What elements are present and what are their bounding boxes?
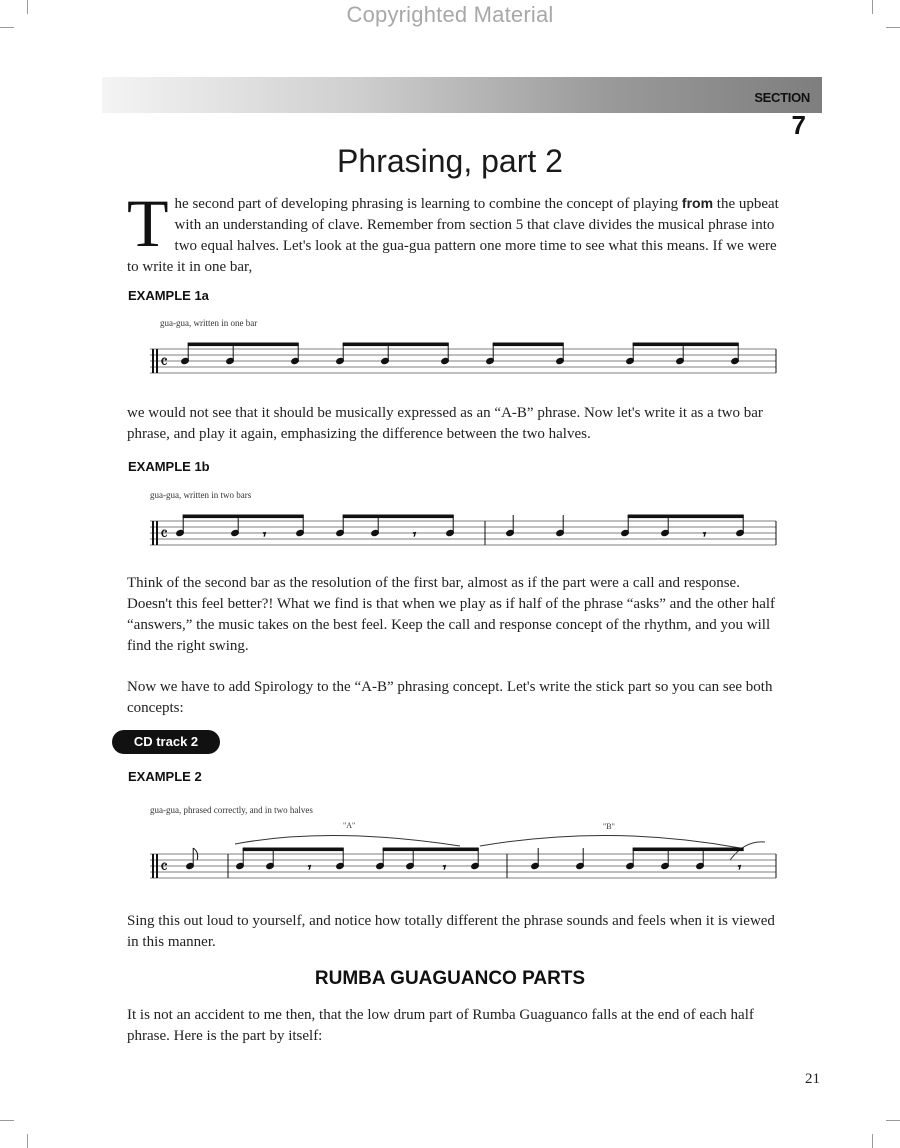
crop-mark-bottom-left-v bbox=[27, 1134, 28, 1148]
page-number: 21 bbox=[805, 1071, 820, 1087]
eighth-rest: 𝄾 bbox=[443, 861, 446, 874]
svg-text:𝄴: 𝄴 bbox=[160, 857, 169, 878]
section-heading-rumba-guaguanco: RUMBA GUAGUANCO PARTS bbox=[314, 968, 586, 989]
eighth-rest: 𝄾 bbox=[703, 528, 706, 541]
phrase-marker-b: "B" bbox=[603, 822, 615, 831]
svg-text:𝄴: 𝄴 bbox=[160, 524, 169, 545]
beam bbox=[383, 848, 478, 851]
example-2-caption: gua-gua, phrased correctly, and in two halves bbox=[150, 805, 313, 815]
notes bbox=[176, 515, 745, 541]
example-1a-staff bbox=[140, 335, 780, 385]
section-label: SECTION bbox=[754, 90, 810, 105]
drop-cap: T bbox=[127, 185, 169, 261]
paragraph-2: we would not see that it should be musically expressed as an “A-B” phrase. Now let's write it as a two bar phrase, and play it again, emphasizing the difference between the two halves. bbox=[127, 405, 763, 442]
eighth-rest: 𝄾 bbox=[308, 861, 311, 874]
example-2-label: EXAMPLE 2 bbox=[128, 769, 202, 784]
example-1a-label: EXAMPLE 1a bbox=[128, 288, 209, 303]
beam bbox=[633, 848, 743, 851]
paragraph-3: Think of the second bar as the resolution of the first bar, almost as if the part were a call and response. Doesn't this feel better?! What we find is that when we play as if half of the phrase “asks” and the other half “answers,” the music takes on the best feel. Keep the call and response concept of the rhythm, and you will find the right swing. bbox=[127, 575, 776, 654]
beam bbox=[343, 343, 448, 346]
section-header-bar bbox=[102, 77, 822, 113]
crop-mark-bottom-right-h bbox=[886, 1120, 900, 1121]
intro-text-b: the upbeat with an understanding of clave. Remember from section 5 that clave divides the musical phrase into two equal halves. Let's look at the gua-gua pattern one more time to see what this means. If we were to write it in one bar, bbox=[127, 196, 779, 275]
paragraph-5: Sing this out loud to yourself, and notice how totally different the phrase sounds and feels when it is viewed in this manner. bbox=[127, 913, 775, 950]
phrase-marker-a: "A" bbox=[343, 821, 356, 830]
beam bbox=[493, 343, 563, 346]
beam bbox=[183, 515, 303, 518]
eighth-rest: 𝄾 bbox=[413, 528, 416, 541]
crop-mark-bottom-right-v bbox=[872, 1134, 873, 1148]
crop-mark-bottom-left-h bbox=[0, 1120, 14, 1121]
page-title: Phrasing, part 2 bbox=[337, 143, 563, 179]
paragraph-6: It is not an accident to me then, that the low drum part of Rumba Guaguanco falls at the end of each half phrase. Here is the part by itself: bbox=[127, 1007, 754, 1044]
paragraph-4: Now we have to add Spirology to the “A-B” phrasing concept. Let's write the stick part so you can see both concepts: bbox=[127, 679, 773, 716]
notes bbox=[181, 343, 740, 365]
beam bbox=[243, 848, 343, 851]
section-number: 7 bbox=[791, 110, 806, 140]
example-1b-label: EXAMPLE 1b bbox=[128, 459, 210, 474]
example-1b-caption: gua-gua, written in two bars bbox=[150, 490, 252, 500]
eighth-rest: 𝄾 bbox=[263, 528, 266, 541]
intro-paragraph bbox=[127, 185, 787, 278]
beam bbox=[628, 515, 743, 518]
notes bbox=[186, 848, 743, 874]
beam bbox=[188, 343, 298, 346]
copyright-watermark: Copyrighted Material bbox=[346, 2, 554, 27]
beam bbox=[343, 515, 453, 518]
intro-text-a: he second part of developing phrasing is learning to combine the concept of playing bbox=[174, 196, 682, 212]
beam bbox=[633, 343, 738, 346]
example-1b-staff bbox=[140, 507, 780, 557]
example-2-staff bbox=[140, 830, 780, 890]
time-signature: 𝄴 bbox=[160, 352, 169, 373]
example-1a-caption: gua-gua, written in one bar bbox=[160, 318, 258, 328]
eighth-rest: 𝄾 bbox=[738, 861, 741, 874]
intro-bold-word: from bbox=[681, 195, 714, 211]
cd-track-badge: CD track 2 bbox=[112, 730, 220, 754]
